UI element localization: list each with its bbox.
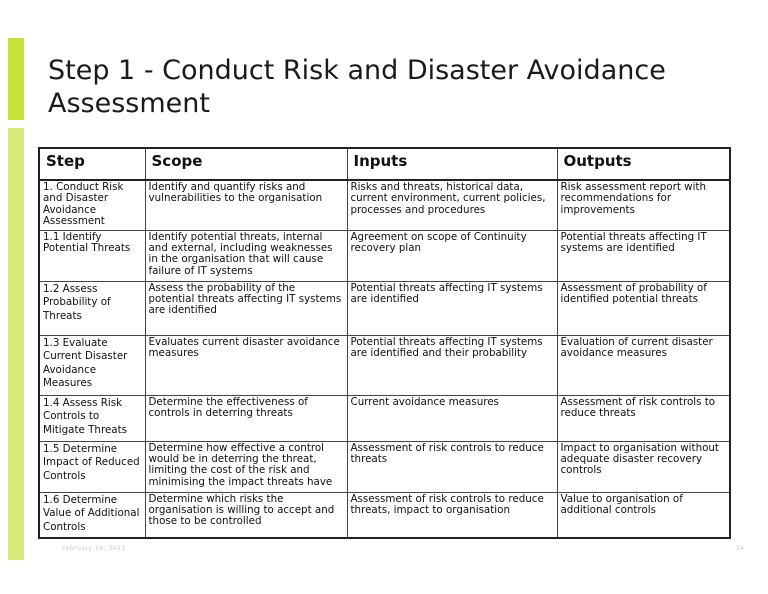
header-outputs: Outputs (557, 148, 730, 180)
cell-scope: Assess the probability of the potential threats affecting IT systems are identified (145, 281, 347, 335)
cell-scope: Identify potential threats, internal and external, including weaknesses in the organisation that will cause failure of IT systems (145, 230, 347, 281)
table-header-row (39, 148, 730, 180)
accent-bar-bottom (8, 128, 24, 560)
cell-outputs: Value to organisation of additional controls (557, 492, 730, 538)
table-row (39, 180, 730, 230)
cell-scope: Determine which risks the organisation is willing to accept and those to be controlled (145, 492, 347, 538)
cell-outputs: Assessment of probability of identified potential threats (557, 281, 730, 335)
table-row (39, 281, 730, 335)
cell-outputs: Potential threats affecting IT systems are identified (557, 230, 730, 281)
cell-inputs: Assessment of risk controls to reduce threats (347, 441, 557, 492)
cell-scope: Determine the effectiveness of controls in deterring threats (145, 395, 347, 441)
risk-assessment-table (38, 147, 731, 539)
table-row (39, 492, 730, 538)
cell-inputs: Current avoidance measures (347, 395, 557, 441)
cell-scope: Identify and quantify risks and vulnerabilities to the organisation (145, 180, 347, 230)
cell-step: 1.1 Identify Potential Threats (39, 230, 145, 281)
cell-outputs: Risk assessment report with recommendations for improvements (557, 180, 730, 230)
accent-bar-top (8, 38, 24, 120)
cell-outputs: Assessment of risk controls to reduce threats (557, 395, 730, 441)
header-scope: Scope (145, 148, 347, 180)
cell-step: 1.5 Determine Impact of Reduced Controls (39, 441, 145, 492)
footer-page-number: 14 (736, 545, 744, 552)
cell-inputs: Assessment of risk controls to reduce threats, impact to organisation (347, 492, 557, 538)
table-row (39, 230, 730, 281)
cell-scope: Evaluates current disaster avoidance measures (145, 335, 347, 395)
table-row (39, 335, 730, 395)
table-row (39, 441, 730, 492)
cell-inputs: Potential threats affecting IT systems are identified and their probability (347, 335, 557, 395)
footer-date: February 16, 2021 (62, 545, 126, 552)
cell-inputs: Risks and threats, historical data, current environment, current policies, processes and procedures (347, 180, 557, 230)
cell-inputs: Potential threats affecting IT systems are identified (347, 281, 557, 335)
cell-scope: Determine how effective a control would be in deterring the threat, limiting the cost of the risk and minimising the impact threats have (145, 441, 347, 492)
cell-inputs: Agreement on scope of Continuity recovery plan (347, 230, 557, 281)
cell-outputs: Evaluation of current disaster avoidance measures (557, 335, 730, 395)
table-row (39, 395, 730, 441)
cell-step: 1.2 Assess Probability of Threats (39, 281, 145, 335)
cell-step: 1.6 Determine Value of Additional Controls (39, 492, 145, 538)
cell-step: 1.4 Assess Risk Controls to Mitigate Threats (39, 395, 145, 441)
cell-step: 1.3 Evaluate Current Disaster Avoidance Measures (39, 335, 145, 395)
header-inputs: Inputs (347, 148, 557, 180)
page-title: Step 1 - Conduct Risk and Disaster Avoidance Assessment (48, 55, 666, 119)
cell-outputs: Impact to organisation without adequate disaster recovery controls (557, 441, 730, 492)
header-step: Step (39, 148, 145, 180)
cell-step: 1. Conduct Risk and Disaster Avoidance Assessment (39, 180, 145, 230)
